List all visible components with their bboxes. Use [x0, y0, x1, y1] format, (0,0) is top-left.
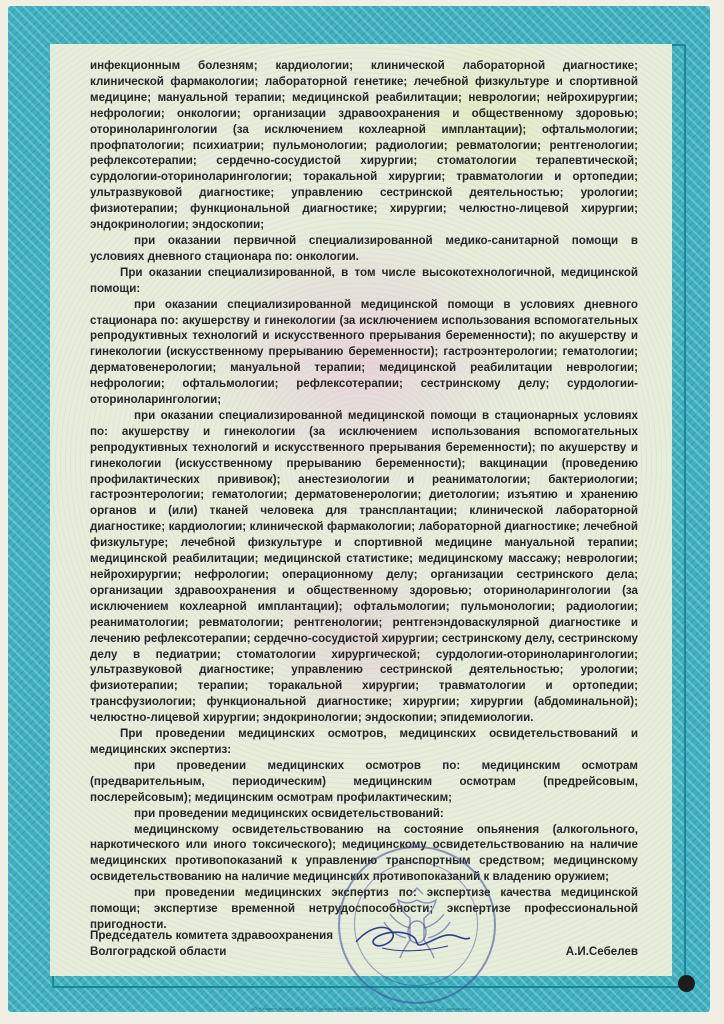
- signatory-position: [90, 928, 390, 960]
- document-body: [90, 58, 638, 933]
- paragraph: при оказании специализированной медицинской помощи в условиях дневного стационара по: акушерству и гинекологии (за исключением использования вспомогательных репродуктивных технологий и искусственного прерывания беременности); по акушерству и гинекологии (искусственному прерыванию беременности); гастроэнтерологии; гематологии; дерматовенерологии; мануальной терапии; медицинской реабилитации неврологии; нефрологии; офтальмологии; рефлексотерапии; сестринскому делу; сурдологии-оториноларингологии;: [90, 297, 638, 407]
- paragraph: При оказании специализированной, в том числе высокотехнологичной, медицинской помощи:: [90, 265, 638, 295]
- paragraph: При проведении медицинских осмотров, медицинских освидетельствований и медицинских экспертиз:: [90, 727, 638, 756]
- signatory-name: А.И.Себелев: [565, 945, 638, 958]
- paragraph: при проведении медицинских экспертиз по: экспертизе качества медицинской помощи; экспертизе временной нетрудоспособности; экспертизе профессиональной пригодности.: [90, 886, 638, 931]
- position-line: Председатель комитета здравоохранения: [90, 929, 334, 942]
- paragraph: инфекционным болезням; кардиологии; клинической лабораторной диагностике; клинической фармакологии; лабораторной генетике; лечебной физкультуре и спортивной медицине; мануальной терапии; медицинской реабилитации; неврологии; нейрохирургии; нефрологии; онкологии; организации здравоохранения и общественному здоровью; оториноларингологии (за исключением кохлеарной имплантации); офтальмологии; профпатологии; психиатрии; пульмонологии; радиологии; ревматологии; рентгенологии; рефлексотерапии; сердечно-сосудистой хирургии; стоматологии терапевтической; сурдологии-оториноларингологии; торакальной хирургии; травматологии и ортопедии; ультразвуковой диагностике; управлению сестринской деятельностью; урологии; физиотерапии; функциональной диагностике; хирургии; челюстно-лицевой хирургии; эндокринологии; эндоскопии;: [90, 59, 638, 232]
- paragraph: при проведении медицинских освидетельствований:: [134, 806, 444, 820]
- paragraph: медицинскому освидетельствованию на состояние опьянения (алкогольного, наркотического или иного токсического); медицинскому освидетельствованию на наличие медицинских противопоказаний к управлению транспортным средством; медицинскому освидетельствованию на наличие медицинских противопоказаний к владению оружием;: [90, 822, 638, 884]
- paragraph: при оказании первичной специализированной медико-санитарной помощи в условиях дневного стационара по: онкологии.: [90, 233, 638, 263]
- paragraph: при проведении медицинских осмотров по: медицинским осмотрам (предварительным, периодическим) медицинским осмотрам (предрейсовым, послерейсовым); медицинским осмотрам профилактическим;: [90, 758, 638, 804]
- binding-hole: [678, 975, 695, 992]
- position-line: Волгоградской области: [90, 944, 227, 958]
- paragraph: при оказании специализированной медицинской помощи в стационарных условиях по: акушерству и гинекологии (за исключением использования вспомогательных репродуктивных технологий и искусственного прерывания беременности); по акушерству и гинекологии (искусственному прерыванию беременности); вакцинации (проведению профилактических прививок); анестезиологии и реаниматологии; бактериологии; гастроэнтерологии; гематологии; дерматовенерологии; диетологии; изъятию и хранению органов и (или) тканей человека для трансплантации; клинической лабораторной диагностике; кардиологии; клинической фармакологии; лабораторной диагностике; лечебной физкультуре; лечебной физкультуре и спортивной медицине мануальной терапии; медицинской реабилитации; медицинской статистике; медицинскому массажу; неврологии; нейрохирургии; нефрологии; операционному делу; организации сестринского дела; организации здравоохранения и общественному здоровью; оториноларингологии (за исключением кохлеарной имплантации); офтальмологии; пульмонологии; радиологии; реаниматологии; ревматологии; рентгенологии; рентгенэндоваскулярной диагностике и лечению рефлексотерапии; сердечно-сосудистой хирургии; сестринскому делу, сестринскому делу в педиатрии; стоматологии хирургической; сурдологии-оториноларингологии; ультразвуковой диагностике; управлению сестринской деятельностью; урологии; физиотерапии; терапии; торакальной хирургии; травматологии и ортопедии; трансфузиологии; функциональной диагностике; хирургии; хирургии (абдоминальной); челюстно-лицевой хирургии; эндокринологии; эндоскопии; эпидемиологии.: [90, 408, 638, 725]
- printer-imprint: АО «Опцион», Москва, 2018 г., «Б», Лицензия № 05-05-09/003 ФНС РФ, ТЗ № 008. Тел.: (495) 726-47-42, www.opcion.ru: [251, 1006, 473, 1011]
